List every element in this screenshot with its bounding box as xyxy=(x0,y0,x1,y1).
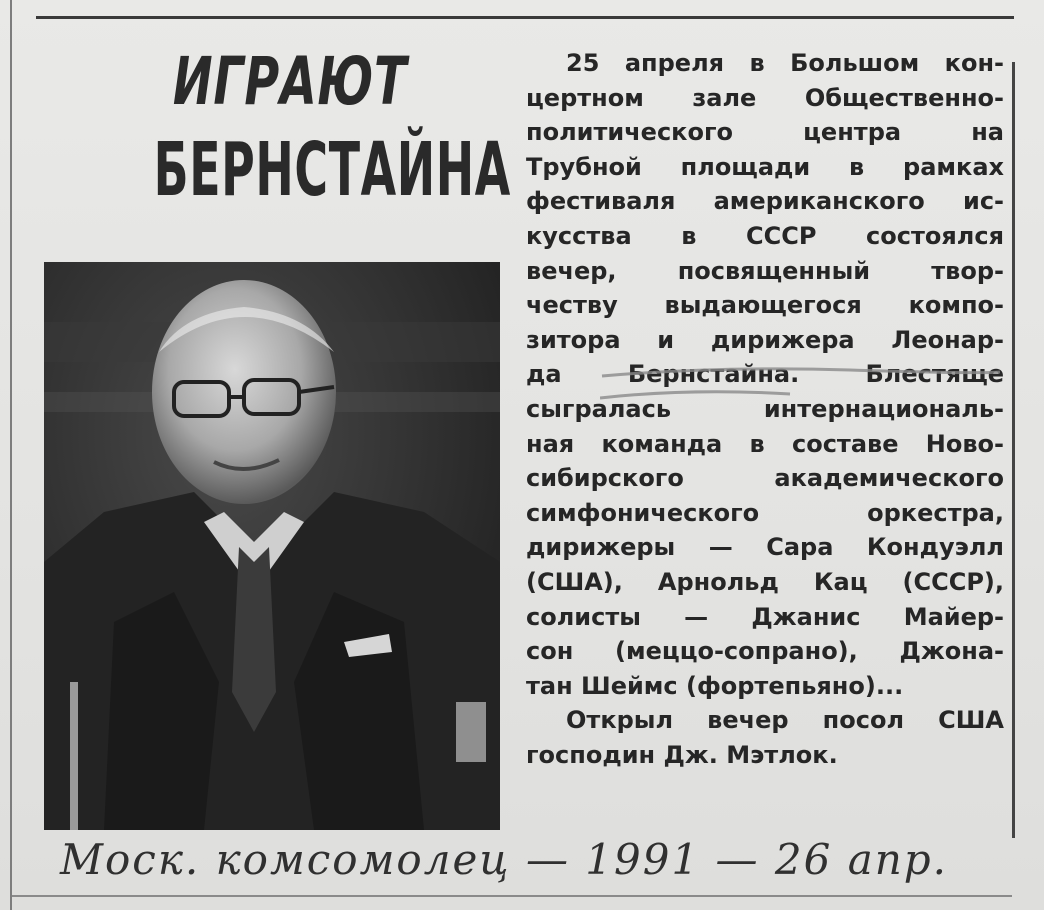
portrait-image xyxy=(44,262,500,830)
article-line: политического центра на xyxy=(526,118,1004,147)
article-line: сыгралась интернациональ- xyxy=(526,394,1004,423)
article-line: кусства в СССР состоялся xyxy=(526,221,1004,250)
article-line: вечер, посвященный твор- xyxy=(526,256,1004,285)
article-line: дирижеры — Сара Кондуэлл xyxy=(526,533,1004,562)
headline-line-2: БЕРНСТАЙНА xyxy=(153,127,511,213)
article-line: да Бернстайна. Блестяще xyxy=(526,360,1004,389)
article-line: сибирского академического xyxy=(526,464,1004,493)
top-rule xyxy=(36,16,1014,19)
bottom-rule xyxy=(12,895,1012,897)
left-edge-rule xyxy=(10,0,12,910)
article-line: господин Дж. Мэтлок. xyxy=(526,740,838,769)
article-line: симфонического оркестра, xyxy=(526,498,1004,527)
article-line: фестиваля американского ис- xyxy=(526,187,1004,216)
article-line: зитора и дирижера Леонар- xyxy=(526,325,1004,354)
article-line: Открыл вечер посол США xyxy=(566,706,1004,735)
article-line: солисты — Джанис Майер- xyxy=(526,602,1004,631)
pencil-underline xyxy=(600,358,1002,408)
handwritten-source-note: Моск. комсомолец — 1991 — 26 апр. xyxy=(60,835,949,884)
article-line: (США), Арнольд Кац (СССР), xyxy=(526,567,1004,596)
article-line: цертном зале Общественно- xyxy=(526,83,1004,112)
article-line: ная команда в составе Ново- xyxy=(526,429,1004,458)
article-text xyxy=(526,46,1004,772)
headline-line-1: ИГРАЮТ xyxy=(172,43,408,120)
right-column-rule xyxy=(1012,62,1015,838)
article-line: сон (меццо-сопрано), Джона- xyxy=(526,637,1004,666)
article-line: 25 апреля в Большом кон- xyxy=(566,49,1004,77)
headline xyxy=(70,40,510,216)
article-line: честву выдающегося компо- xyxy=(526,291,1004,320)
portrait-photo xyxy=(44,262,500,830)
article-line: Трубной площади в рамках xyxy=(526,152,1004,181)
article-line: тан Шеймс (фортепьяно)... xyxy=(526,671,904,700)
